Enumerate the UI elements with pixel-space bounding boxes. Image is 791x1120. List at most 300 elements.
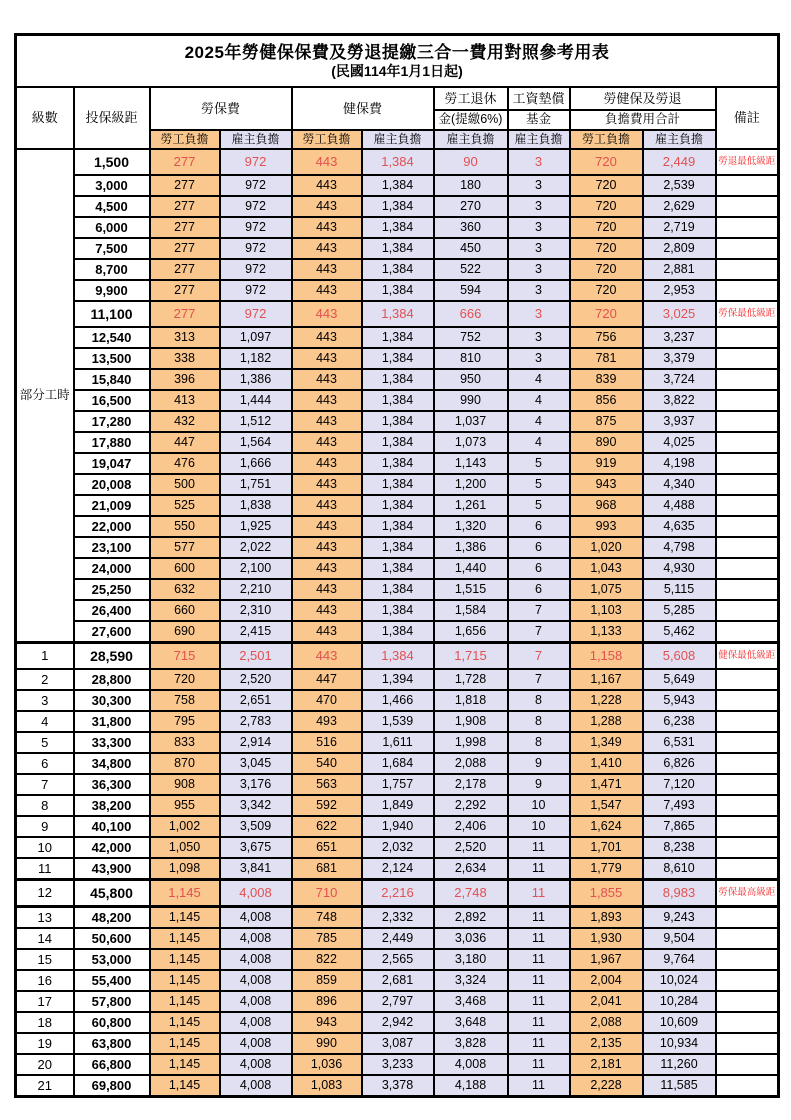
- cell-labor-employee: 476: [150, 453, 220, 474]
- cell-total-employer: 2,719: [643, 217, 716, 238]
- cell-note: [716, 516, 779, 537]
- cell-level: 12: [16, 880, 74, 907]
- cell-bracket: 3,000: [74, 175, 150, 196]
- cell-wagefund-employer: 4: [508, 390, 570, 411]
- cell-health-employer: 2,565: [362, 949, 434, 970]
- cell-wagefund-employer: 3: [508, 149, 570, 175]
- cell-note: [716, 453, 779, 474]
- cell-total-employee: 1,167: [570, 669, 643, 690]
- cell-health-employer: 1,684: [362, 753, 434, 774]
- cell-labor-employer: 2,501: [220, 643, 292, 670]
- cell-labor-employee: 277: [150, 259, 220, 280]
- cell-labor-employer: 3,841: [220, 858, 292, 880]
- cell-level: 19: [16, 1033, 74, 1054]
- cell-wagefund-employer: 6: [508, 558, 570, 579]
- cell-bracket: 60,800: [74, 1012, 150, 1033]
- cell-wagefund-employer: 11: [508, 970, 570, 991]
- column-header-labor-fee: 勞保費: [150, 87, 292, 130]
- header-row-1: [16, 87, 779, 110]
- cell-health-employer: 1,384: [362, 432, 434, 453]
- cell-wagefund-employer: 3: [508, 348, 570, 369]
- cell-total-employee: 1,288: [570, 711, 643, 732]
- cell-total-employee: 720: [570, 149, 643, 175]
- cell-wagefund-employer: 11: [508, 880, 570, 907]
- cell-bracket: 8,700: [74, 259, 150, 280]
- subheader-health-employer: 雇主負擔: [362, 130, 434, 149]
- cell-labor-employee: 277: [150, 175, 220, 196]
- cell-health-employer: 1,384: [362, 600, 434, 621]
- cell-health-employee: 443: [292, 600, 362, 621]
- cell-level: 18: [16, 1012, 74, 1033]
- cell-bracket: 34,800: [74, 753, 150, 774]
- cell-pension-employer: 3,180: [434, 949, 508, 970]
- cell-total-employer: 9,504: [643, 928, 716, 949]
- cell-labor-employee: 795: [150, 711, 220, 732]
- cell-total-employer: 8,983: [643, 880, 716, 907]
- cell-total-employee: 839: [570, 369, 643, 390]
- title-cell: [16, 35, 779, 88]
- cell-note: [716, 495, 779, 516]
- cell-pension-employer: 752: [434, 327, 508, 348]
- cell-bracket: 36,300: [74, 774, 150, 795]
- cell-note: [716, 238, 779, 259]
- cell-total-employee: 1,547: [570, 795, 643, 816]
- cell-health-employee: 493: [292, 711, 362, 732]
- cell-total-employer: 8,238: [643, 837, 716, 858]
- cell-health-employee: 859: [292, 970, 362, 991]
- cell-labor-employer: 4,008: [220, 1012, 292, 1033]
- cell-labor-employer: 972: [220, 238, 292, 259]
- cell-health-employee: 896: [292, 991, 362, 1012]
- cell-health-employee: 443: [292, 348, 362, 369]
- cell-note: [716, 970, 779, 991]
- cell-total-employer: 5,649: [643, 669, 716, 690]
- cell-wagefund-employer: 5: [508, 474, 570, 495]
- cell-wagefund-employer: 3: [508, 280, 570, 301]
- page-subtitle: (民國114年1月1日起): [331, 62, 463, 79]
- cell-pension-employer: 1,715: [434, 643, 508, 670]
- cell-health-employee: 443: [292, 238, 362, 259]
- cell-labor-employee: 833: [150, 732, 220, 753]
- cell-health-employee: 443: [292, 495, 362, 516]
- cell-wagefund-employer: 11: [508, 858, 570, 880]
- cell-labor-employer: 972: [220, 175, 292, 196]
- column-header-bracket: 投保級距: [74, 87, 150, 149]
- cell-health-employee: 651: [292, 837, 362, 858]
- cell-level: 10: [16, 837, 74, 858]
- cell-total-employee: 1,020: [570, 537, 643, 558]
- cell-pension-employer: 450: [434, 238, 508, 259]
- cell-wagefund-employer: 3: [508, 238, 570, 259]
- premium-reference-table: [14, 33, 780, 1098]
- cell-health-employee: 622: [292, 816, 362, 837]
- cell-labor-employee: 1,145: [150, 991, 220, 1012]
- cell-wagefund-employer: 11: [508, 991, 570, 1012]
- cell-pension-employer: 1,515: [434, 579, 508, 600]
- cell-total-employee: 890: [570, 432, 643, 453]
- table-row: [16, 1075, 779, 1097]
- cell-pension-employer: 1,320: [434, 516, 508, 537]
- cell-note: [716, 390, 779, 411]
- table-row: [16, 348, 779, 369]
- cell-health-employer: 1,384: [362, 301, 434, 327]
- cell-note: [716, 732, 779, 753]
- cell-pension-employer: 3,648: [434, 1012, 508, 1033]
- cell-total-employee: 1,133: [570, 621, 643, 643]
- cell-bracket: 27,600: [74, 621, 150, 643]
- cell-note: [716, 816, 779, 837]
- cell-total-employer: 6,826: [643, 753, 716, 774]
- cell-wagefund-employer: 4: [508, 432, 570, 453]
- table-row: [16, 753, 779, 774]
- cell-labor-employer: 2,651: [220, 690, 292, 711]
- cell-labor-employer: 3,675: [220, 837, 292, 858]
- cell-bracket: 4,500: [74, 196, 150, 217]
- cell-total-employee: 2,228: [570, 1075, 643, 1097]
- cell-health-employer: 1,384: [362, 537, 434, 558]
- cell-health-employee: 443: [292, 453, 362, 474]
- cell-note: 勞保最低級距: [716, 301, 779, 327]
- subheader-wagefund-employer: 雇主負擔: [508, 130, 570, 149]
- cell-total-employer: 7,493: [643, 795, 716, 816]
- cell-level: 4: [16, 711, 74, 732]
- cell-health-employer: 1,384: [362, 259, 434, 280]
- cell-note: [716, 928, 779, 949]
- cell-wagefund-employer: 3: [508, 301, 570, 327]
- cell-total-employer: 2,881: [643, 259, 716, 280]
- cell-pension-employer: 2,520: [434, 837, 508, 858]
- cell-health-employee: 563: [292, 774, 362, 795]
- cell-health-employer: 2,797: [362, 991, 434, 1012]
- cell-labor-employer: 1,182: [220, 348, 292, 369]
- cell-health-employer: 1,384: [362, 280, 434, 301]
- cell-note: [716, 949, 779, 970]
- column-header-total-line2: 負擔費用合計: [570, 110, 716, 130]
- cell-labor-employer: 2,310: [220, 600, 292, 621]
- cell-pension-employer: 4,008: [434, 1054, 508, 1075]
- cell-pension-employer: 2,634: [434, 858, 508, 880]
- table-row: [16, 732, 779, 753]
- table-head: [16, 35, 779, 150]
- cell-labor-employee: 715: [150, 643, 220, 670]
- cell-labor-employee: 525: [150, 495, 220, 516]
- cell-wagefund-employer: 3: [508, 327, 570, 348]
- cell-total-employer: 5,462: [643, 621, 716, 643]
- cell-note: [716, 669, 779, 690]
- cell-health-employee: 443: [292, 217, 362, 238]
- table-row: [16, 1012, 779, 1033]
- cell-total-employer: 8,610: [643, 858, 716, 880]
- cell-total-employer: 11,585: [643, 1075, 716, 1097]
- table-row: [16, 516, 779, 537]
- cell-health-employee: 443: [292, 643, 362, 670]
- cell-note: [716, 1054, 779, 1075]
- cell-labor-employee: 720: [150, 669, 220, 690]
- cell-labor-employee: 500: [150, 474, 220, 495]
- cell-note: [716, 175, 779, 196]
- cell-health-employer: 1,940: [362, 816, 434, 837]
- cell-total-employee: 968: [570, 495, 643, 516]
- cell-labor-employee: 277: [150, 196, 220, 217]
- cell-labor-employee: 396: [150, 369, 220, 390]
- cell-labor-employer: 2,783: [220, 711, 292, 732]
- cell-pension-employer: 90: [434, 149, 508, 175]
- cell-wagefund-employer: 11: [508, 837, 570, 858]
- cell-bracket: 26,400: [74, 600, 150, 621]
- cell-wagefund-employer: 8: [508, 732, 570, 753]
- cell-level: 14: [16, 928, 74, 949]
- column-header-health-fee: 健保費: [292, 87, 434, 130]
- cell-note: [716, 690, 779, 711]
- table-row: [16, 196, 779, 217]
- column-header-wagefund-line2: 基金: [508, 110, 570, 130]
- table-row: [16, 390, 779, 411]
- cell-total-employer: 3,025: [643, 301, 716, 327]
- cell-health-employer: 1,384: [362, 453, 434, 474]
- cell-wagefund-employer: 3: [508, 175, 570, 196]
- table-body: [16, 149, 779, 1097]
- cell-pension-employer: 2,178: [434, 774, 508, 795]
- cell-wagefund-employer: 8: [508, 690, 570, 711]
- cell-labor-employer: 2,415: [220, 621, 292, 643]
- table-row: [16, 711, 779, 732]
- cell-labor-employee: 277: [150, 238, 220, 259]
- cell-total-employee: 1,075: [570, 579, 643, 600]
- cell-labor-employer: 4,008: [220, 880, 292, 907]
- cell-total-employer: 2,449: [643, 149, 716, 175]
- cell-note: [716, 753, 779, 774]
- cell-health-employer: 1,384: [362, 149, 434, 175]
- cell-pension-employer: 1,584: [434, 600, 508, 621]
- cell-health-employee: 443: [292, 301, 362, 327]
- cell-health-employer: 1,384: [362, 327, 434, 348]
- cell-note: [716, 1033, 779, 1054]
- cell-pension-employer: 1,998: [434, 732, 508, 753]
- table-row: [16, 280, 779, 301]
- cell-health-employee: 443: [292, 516, 362, 537]
- cell-bracket: 24,000: [74, 558, 150, 579]
- cell-labor-employer: 2,210: [220, 579, 292, 600]
- cell-labor-employer: 4,008: [220, 928, 292, 949]
- cell-bracket: 7,500: [74, 238, 150, 259]
- cell-health-employer: 1,384: [362, 474, 434, 495]
- cell-health-employee: 540: [292, 753, 362, 774]
- cell-bracket: 30,300: [74, 690, 150, 711]
- cell-wagefund-employer: 10: [508, 795, 570, 816]
- cell-total-employer: 4,488: [643, 495, 716, 516]
- cell-health-employer: 1,384: [362, 390, 434, 411]
- cell-total-employer: 2,809: [643, 238, 716, 259]
- cell-bracket: 22,000: [74, 516, 150, 537]
- cell-pension-employer: 1,908: [434, 711, 508, 732]
- cell-wagefund-employer: 6: [508, 537, 570, 558]
- cell-labor-employer: 4,008: [220, 907, 292, 929]
- cell-health-employee: 1,036: [292, 1054, 362, 1075]
- cell-pension-employer: 1,200: [434, 474, 508, 495]
- cell-total-employer: 9,764: [643, 949, 716, 970]
- cell-total-employer: 5,608: [643, 643, 716, 670]
- cell-wagefund-employer: 11: [508, 1033, 570, 1054]
- cell-level: 6: [16, 753, 74, 774]
- table-row: [16, 643, 779, 670]
- cell-total-employer: 10,284: [643, 991, 716, 1012]
- cell-health-employer: 2,449: [362, 928, 434, 949]
- cell-note: [716, 432, 779, 453]
- cell-health-employer: 2,216: [362, 880, 434, 907]
- cell-labor-employee: 1,145: [150, 1012, 220, 1033]
- cell-health-employee: 710: [292, 880, 362, 907]
- cell-note: 勞退最低級距: [716, 149, 779, 175]
- cell-labor-employee: 277: [150, 217, 220, 238]
- cell-pension-employer: 4,188: [434, 1075, 508, 1097]
- page-title: 2025年勞健保保費及勞退提繳三合一費用對照參考用表: [184, 42, 610, 62]
- cell-labor-employer: 1,564: [220, 432, 292, 453]
- table-row: [16, 238, 779, 259]
- cell-note: [716, 621, 779, 643]
- cell-note: [716, 537, 779, 558]
- cell-health-employee: 443: [292, 196, 362, 217]
- cell-health-employer: 1,384: [362, 348, 434, 369]
- cell-bracket: 63,800: [74, 1033, 150, 1054]
- cell-total-employee: 1,410: [570, 753, 643, 774]
- cell-bracket: 20,008: [74, 474, 150, 495]
- cell-labor-employer: 972: [220, 259, 292, 280]
- cell-bracket: 1,500: [74, 149, 150, 175]
- cell-pension-employer: 1,037: [434, 411, 508, 432]
- cell-bracket: 66,800: [74, 1054, 150, 1075]
- table-row: [16, 837, 779, 858]
- cell-note: [716, 558, 779, 579]
- cell-total-employee: 1,624: [570, 816, 643, 837]
- cell-total-employee: 720: [570, 301, 643, 327]
- cell-level: 7: [16, 774, 74, 795]
- cell-labor-employer: 1,925: [220, 516, 292, 537]
- cell-wagefund-employer: 9: [508, 753, 570, 774]
- cell-health-employer: 1,384: [362, 217, 434, 238]
- cell-pension-employer: 1,261: [434, 495, 508, 516]
- cell-labor-employee: 1,098: [150, 858, 220, 880]
- cell-pension-employer: 3,828: [434, 1033, 508, 1054]
- table-row: [16, 495, 779, 516]
- cell-bracket: 21,009: [74, 495, 150, 516]
- cell-total-employer: 3,379: [643, 348, 716, 369]
- cell-total-employer: 4,930: [643, 558, 716, 579]
- table-row: [16, 474, 779, 495]
- cell-pension-employer: 1,143: [434, 453, 508, 474]
- cell-health-employer: 1,849: [362, 795, 434, 816]
- cell-labor-employer: 2,022: [220, 537, 292, 558]
- cell-total-employee: 720: [570, 217, 643, 238]
- cell-bracket: 45,800: [74, 880, 150, 907]
- cell-wagefund-employer: 4: [508, 411, 570, 432]
- cell-pension-employer: 2,748: [434, 880, 508, 907]
- cell-labor-employer: 972: [220, 196, 292, 217]
- cell-note: 勞保最高級距: [716, 880, 779, 907]
- cell-wagefund-employer: 11: [508, 1012, 570, 1033]
- cell-labor-employer: 972: [220, 280, 292, 301]
- cell-labor-employee: 1,145: [150, 970, 220, 991]
- cell-total-employee: 720: [570, 238, 643, 259]
- cell-total-employee: 1,893: [570, 907, 643, 929]
- cell-labor-employer: 4,008: [220, 991, 292, 1012]
- cell-total-employee: 720: [570, 280, 643, 301]
- table-row: [16, 327, 779, 348]
- cell-pension-employer: 594: [434, 280, 508, 301]
- cell-note: [716, 327, 779, 348]
- cell-total-employee: 1,967: [570, 949, 643, 970]
- cell-level: 21: [16, 1075, 74, 1097]
- table-row: [16, 1033, 779, 1054]
- column-header-total-line1: 勞健保及勞退: [570, 87, 716, 110]
- cell-labor-employee: 1,145: [150, 1075, 220, 1097]
- cell-health-employee: 943: [292, 1012, 362, 1033]
- cell-pension-employer: 180: [434, 175, 508, 196]
- cell-health-employer: 3,378: [362, 1075, 434, 1097]
- cell-bracket: 19,047: [74, 453, 150, 474]
- cell-health-employee: 443: [292, 537, 362, 558]
- cell-total-employee: 720: [570, 175, 643, 196]
- table-row: [16, 690, 779, 711]
- cell-level: 17: [16, 991, 74, 1012]
- cell-bracket: 50,600: [74, 928, 150, 949]
- cell-health-employer: 1,384: [362, 495, 434, 516]
- subheader-health-employee: 勞工負擔: [292, 130, 362, 149]
- cell-pension-employer: 666: [434, 301, 508, 327]
- cell-health-employee: 785: [292, 928, 362, 949]
- cell-total-employer: 9,243: [643, 907, 716, 929]
- cell-wagefund-employer: 11: [508, 949, 570, 970]
- table-row: [16, 432, 779, 453]
- cell-note: [716, 579, 779, 600]
- table-row: [16, 774, 779, 795]
- cell-health-employee: 592: [292, 795, 362, 816]
- cell-bracket: 33,300: [74, 732, 150, 753]
- cell-bracket: 28,800: [74, 669, 150, 690]
- cell-level: 1: [16, 643, 74, 670]
- cell-pension-employer: 1,440: [434, 558, 508, 579]
- cell-note: [716, 991, 779, 1012]
- cell-note: [716, 858, 779, 880]
- cell-wagefund-employer: 11: [508, 1054, 570, 1075]
- cell-health-employer: 2,681: [362, 970, 434, 991]
- cell-total-employee: 756: [570, 327, 643, 348]
- cell-wagefund-employer: 5: [508, 495, 570, 516]
- cell-health-employee: 748: [292, 907, 362, 929]
- cell-labor-employee: 1,002: [150, 816, 220, 837]
- cell-labor-employer: 972: [220, 149, 292, 175]
- cell-health-employer: 1,757: [362, 774, 434, 795]
- cell-total-employee: 919: [570, 453, 643, 474]
- cell-health-employer: 1,394: [362, 669, 434, 690]
- cell-wagefund-employer: 7: [508, 669, 570, 690]
- table-row: [16, 621, 779, 643]
- cell-labor-employer: 2,520: [220, 669, 292, 690]
- cell-labor-employee: 600: [150, 558, 220, 579]
- cell-total-employee: 2,004: [570, 970, 643, 991]
- cell-total-employee: 2,088: [570, 1012, 643, 1033]
- cell-health-employer: 3,087: [362, 1033, 434, 1054]
- cell-note: [716, 711, 779, 732]
- cell-total-employer: 4,198: [643, 453, 716, 474]
- cell-total-employee: 1,701: [570, 837, 643, 858]
- cell-total-employer: 2,629: [643, 196, 716, 217]
- cell-pension-employer: 3,036: [434, 928, 508, 949]
- cell-labor-employee: 908: [150, 774, 220, 795]
- cell-note: [716, 837, 779, 858]
- cell-note: [716, 369, 779, 390]
- cell-labor-employer: 1,097: [220, 327, 292, 348]
- cell-health-employee: 470: [292, 690, 362, 711]
